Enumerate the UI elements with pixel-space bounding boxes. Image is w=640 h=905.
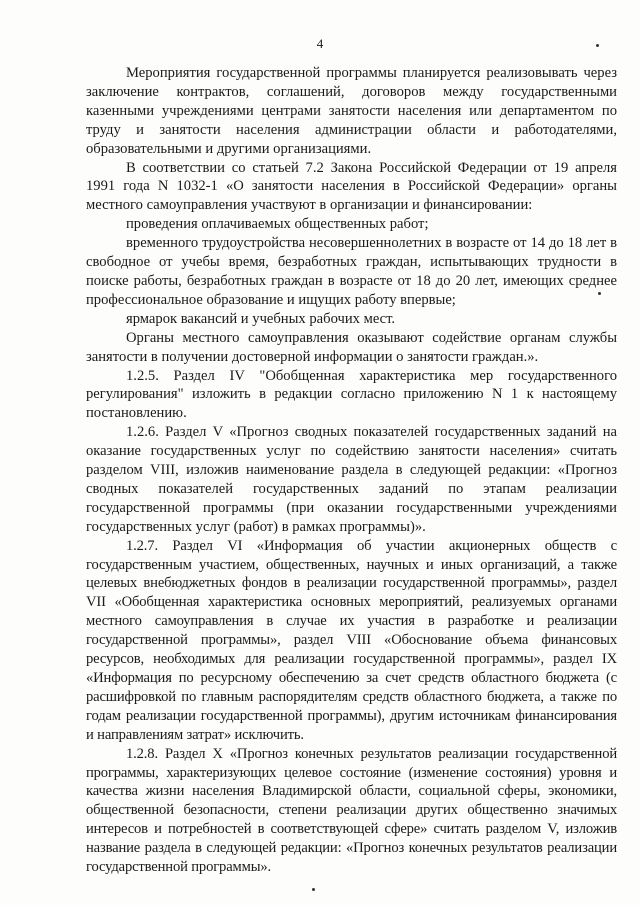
page-number: 4 — [316, 36, 324, 51]
paragraph-local-government: Органы местного самоуправления оказывают содействие органам службы занятости в получении достоверной информации о занятости граждан.». — [86, 329, 617, 365]
scan-speck — [598, 292, 601, 295]
paragraph-1-2-8: 1.2.8. Раздел X «Прогноз конечных результатов реализации государственной программы, характеризующих целевое состояние (изменение состояния) уровня и качества жизни населения Владимирской области, социальной сферы, экономики, общественной безопасности, степени реализации других общественно значимых интересов и потребностей в соответствующей сфере» считать разделом V, изложив название раздела в следующей редакции: «Прогноз конечных результатов реализации государственной программы». — [86, 745, 617, 876]
scan-speck — [596, 44, 599, 47]
document-body — [86, 64, 617, 877]
paragraph-temporary-employment: временного трудоустройства несовершеннолетних в возрасте от 14 до 18 лет в свободное от учебы время, безработных граждан, испытывающих трудности в поиске работы, безработных граждан в возрасте от 18 до 20 лет, имеющих среднее профессиональное образование и ищущих работу впервые; — [86, 235, 617, 308]
paragraph-implementation: Мероприятия государственной программы планируется реализовывать через заключение контрактов, соглашений, договоров между государственными казенными учреждениями центрами занятости населения или департаментом по труду и занятости населения администрации области и работодателями, образовательными и другими организациями. — [86, 65, 617, 157]
paragraph-1-2-6: 1.2.6. Раздел V «Прогноз сводных показателей государственных заданий на оказание государственных услуг по содействию занятости населения» считать разделом VIII, изложив наименование раздела в следующей редакции: «Прогноз сводных показателей государственных заданий по этапам реализации государственной программы (при оказании государственными учреждениями государственных услуг (работ) в рамках программы)». — [86, 424, 617, 535]
scan-speck — [312, 888, 315, 891]
paragraph-law-reference: В соответствии со статьей 7.2 Закона Российской Федерации от 19 апреля 1991 года N 1032-1 «О занятости населения в Российской Федерации» органы местного самоуправления участвуют в организации и финансировании: — [86, 159, 617, 214]
paragraph-job-fairs: ярмарок вакансий и учебных рабочих мест. — [126, 310, 396, 327]
paragraph-public-works: проведения оплачиваемых общественных работ; — [126, 216, 429, 233]
paragraph-1-2-7: 1.2.7. Раздел VI «Информация об участии акционерных обществ с государственным участием, общественных, научных и иных организаций, а также целевых внебюджетных фондов в реализации государственной программы», раздел VII «Обобщенная характеристика основных мероприятий, реализуемых органами местного самоуправления в случае их участия в разработке и реализации государственной программы», раздел VIII «Обоснование объема финансовых ресурсов, необходимых для реализации государственной программы», раздел IX «Информация по ресурсному обеспечению за счет средств областного бюджета (с расшифровкой по главным распорядителям средств областного бюджета, а также по годам реализации государственной программы), другим источникам финансирования и направлениям затрат» исключить. — [86, 537, 617, 743]
paragraph-1-2-5: 1.2.5. Раздел IV "Обобщенная характеристика мер государственного регулирования" изложить в редакции согласно приложению N 1 к настоящему постановлению. — [86, 367, 617, 422]
